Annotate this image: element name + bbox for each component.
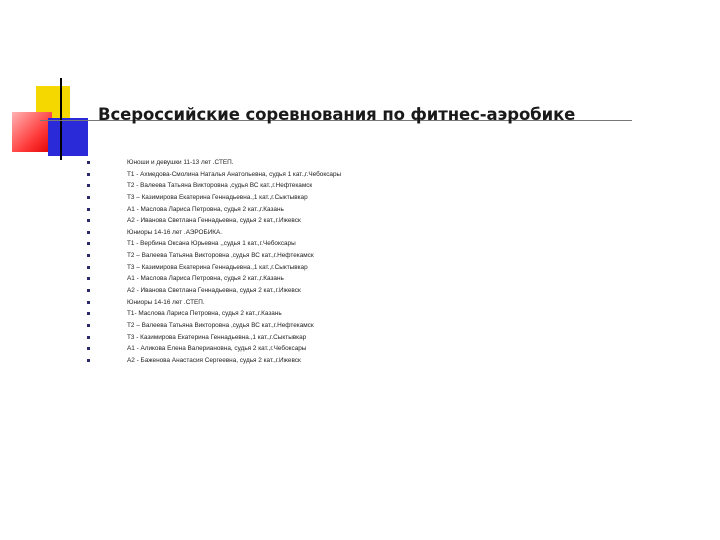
list-item-text: Т1 - Ахмедова-Смолина Наталья Анатольевна, судья 1 кат.,г.Чебоксары xyxy=(127,170,342,178)
square-bullet-icon xyxy=(87,254,90,257)
square-bullet-icon xyxy=(87,208,90,211)
square-bullet-icon xyxy=(87,359,90,362)
slide-title: Всероссийские соревнования по фитнес-аэробике xyxy=(98,105,576,124)
list-item-text: А2 - Иванова Светлана Геннадьевна, судья 2 кат.,г.Ижевск xyxy=(127,287,301,295)
list-item-text: А1 - Маслова Лариса Петровна, судья 2 кат.,г.Казань xyxy=(127,205,284,213)
square-bullet-icon xyxy=(87,173,90,176)
square-bullet-icon xyxy=(87,266,90,269)
square-bullet-icon xyxy=(87,161,90,164)
decor-vertical-line xyxy=(60,78,62,160)
list-item-text: А1 - Маслова Лариса Петровна, судья 2 кат.,г.Казань xyxy=(127,275,284,283)
square-bullet-icon xyxy=(87,324,90,327)
list-item-text: А2 - Иванова Светлана Геннадьевна, судья 2 кат.,г.Ижевск xyxy=(127,217,301,225)
list-item-text: Т2 - Валеева Татьяна Викторовна ,судья ВС кат.,г.Нефтекамск xyxy=(127,182,313,190)
square-bullet-icon xyxy=(87,231,90,234)
list-item-text: Юноши и девушки 11-13 лет .СТЕП. xyxy=(127,159,234,166)
list-item-text: Юниоры 14-16 лет .СТЕП. xyxy=(127,298,205,306)
square-bullet-icon xyxy=(87,289,90,292)
square-bullet-icon xyxy=(87,219,90,222)
list-item-text: Т3 – Казимирова Екатерина Геннадьевна.,1 кат.,г.Сыктывкар xyxy=(127,193,308,201)
list-item-text: Т1 - Вербина Оксана Юрьевна ,,судья 1 кат.,г.Чебоксары xyxy=(127,240,296,248)
square-bullet-icon xyxy=(87,347,90,350)
list-item-text: А1 - Аликова Елена Валериановна, судья 2 кат.,г.Чебоксары xyxy=(127,345,307,353)
list-item-text: Т2 – Валеева Татьяна Викторовна ,судья ВС кат.,г.Нефтекамск xyxy=(127,252,314,260)
square-bullet-icon xyxy=(87,184,90,187)
decor-red-square xyxy=(12,112,52,152)
list-item-text: Т3 – Казимирова Екатерина Геннадьевна.,1 кат.,г.Сыктывкар xyxy=(127,263,308,271)
list-item-text: А2 - Баженова Анастасия Сергеевна, судья 2 кат.,г.Ижевск xyxy=(127,356,301,364)
square-bullet-icon xyxy=(87,336,90,339)
list-item-text: Т1- Маслова Лариса Петровна, судья 2 кат.,г.Казань xyxy=(127,310,282,318)
square-bullet-icon xyxy=(87,312,90,315)
list-item-text: Юниоры 14-16 лет .АЭРОБИКА. xyxy=(127,228,223,236)
square-bullet-icon xyxy=(87,301,90,304)
list-item-text: Т3 - Казимирова Екатерина Геннадьевна.,1 кат.,г.Сыктывкар xyxy=(127,333,307,341)
list-item-text: Т2 – Валеева Татьяна Викторовна ,судья ВС кат.,г.Нефтекамск xyxy=(127,321,314,329)
square-bullet-icon xyxy=(87,277,90,280)
square-bullet-icon xyxy=(87,196,90,199)
decor-blue-square xyxy=(48,118,88,156)
square-bullet-icon xyxy=(87,242,90,245)
